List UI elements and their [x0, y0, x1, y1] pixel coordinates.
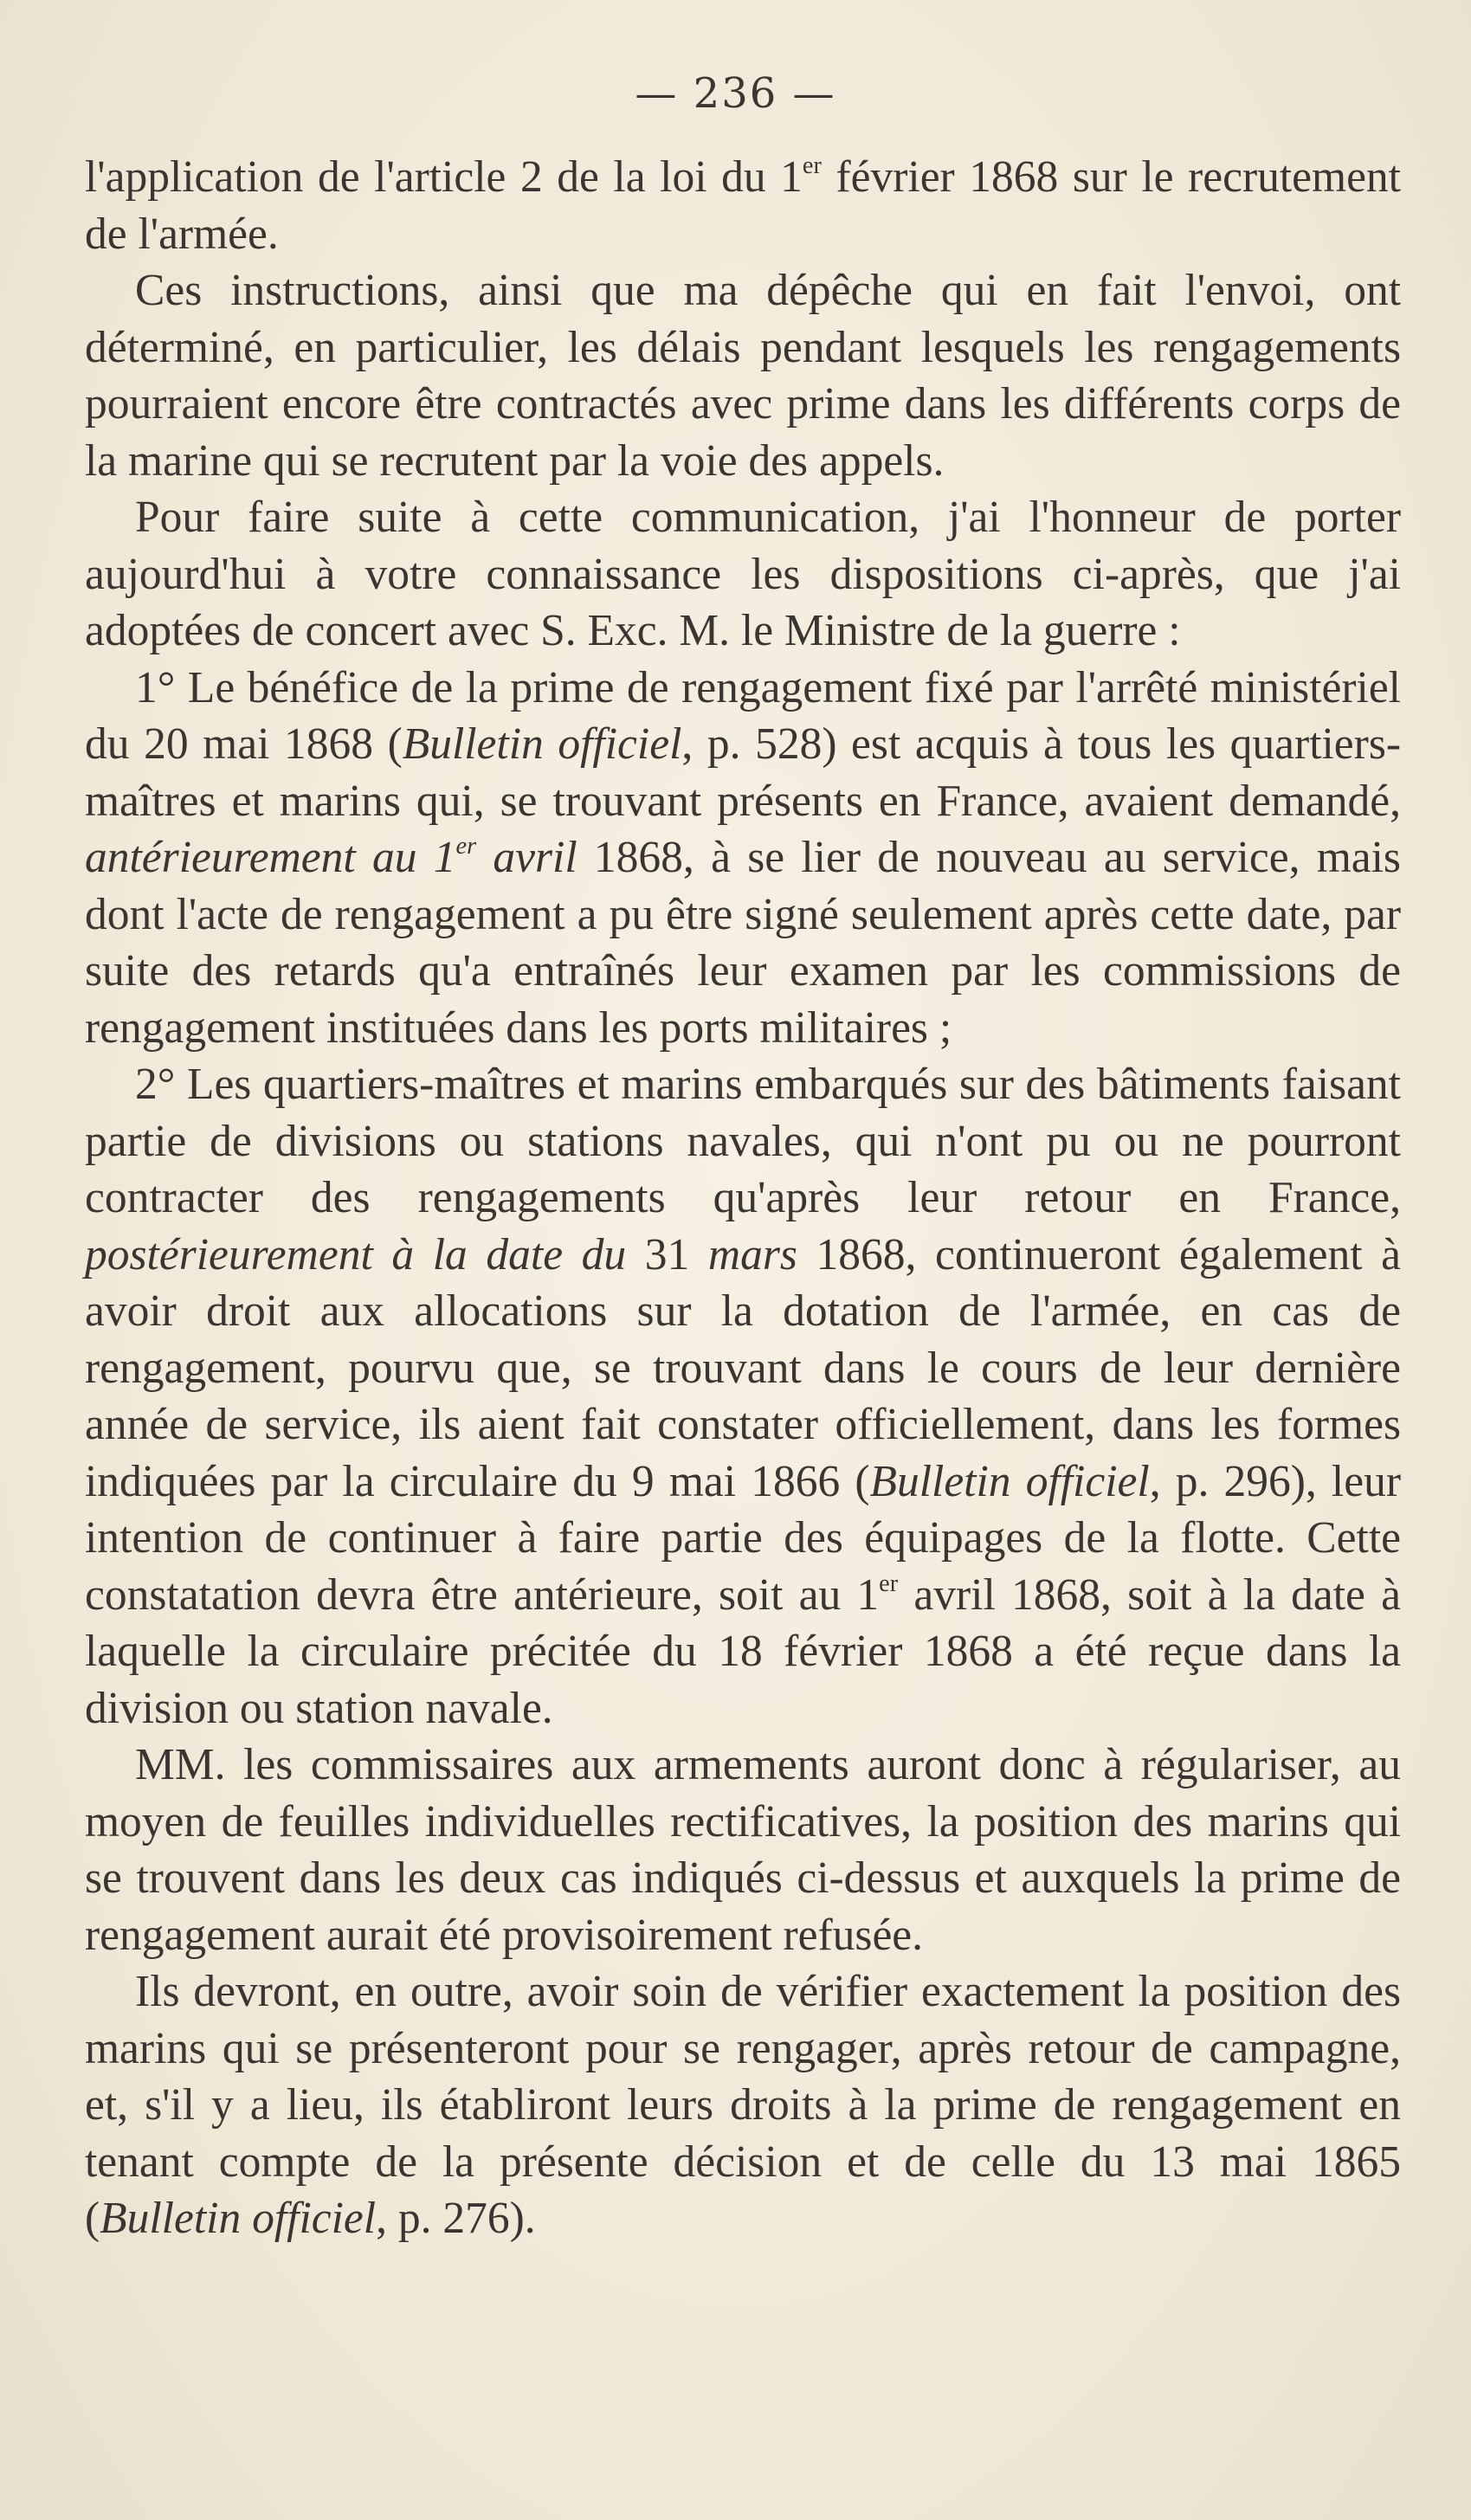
superscript: er — [802, 151, 822, 179]
paragraph-6 — [85, 1737, 1401, 1963]
italic-text: Bulletin officiel — [402, 719, 682, 769]
paragraph-3 — [85, 489, 1401, 660]
superscript: er — [879, 1569, 899, 1597]
italic-text: postérieurement à la date du — [85, 1229, 627, 1279]
text-run: MM. les commissaires aux armements auront donc à régulariser, au moyen de feuilles individuelles rectificatives, la position des marins qui se trouvent dans les deux cas indiqués ci-dessus et auxquels la prime de rengagement aurait été provisoirement refusée. — [85, 1740, 1401, 1960]
text-run: 2° Les quartiers-maîtres et marins embarqués sur des bâtiments faisant partie de divisions ou stations navales, qui n'ont pu ou ne pourront contracter des rengagements qu'après leur retour en France, — [85, 1060, 1401, 1222]
body-text — [85, 149, 1401, 2247]
text-run: 1868, continueront également à avoir droit aux allocations sur la dotation de l'armée, en cas de rengagement, pourvu que, se trouvant dans le cours de leur dernière année de service, ils aient fait constater officiellement, dans les formes indiquées par la circulaire du 9 mai 1866 ( — [85, 1229, 1401, 1506]
italic-text: mars — [707, 1229, 797, 1279]
text-run: 1° Le bénéfice de la prime de rengagement fixé par l'arrêté ministériel du 20 mai 1868 ( — [85, 662, 1401, 769]
italic-text: avril — [476, 833, 577, 882]
paragraph-7 — [85, 1963, 1401, 2247]
italic-text: Bulletin officiel — [100, 2194, 377, 2243]
text-run: 31 — [626, 1229, 708, 1279]
text-run: , p. 528) est acquis à tous les quartiers-maîtres et marins qui, se trouvant présents en France, avaient demandé, — [85, 719, 1402, 826]
paragraph-5 — [85, 1056, 1401, 1737]
text-run: Pour faire suite à cette communication, j'ai l'honneur de porter aujourd'hui à votre connaissance les dispositions ci-après, que j'ai adoptées de concert avec S. Exc. M. le Ministre de la guerre : — [85, 493, 1401, 655]
text-run: l'application de l'article 2 de la loi du 1 — [85, 152, 803, 202]
italic-text: antérieurement au 1 — [85, 833, 456, 882]
page-number: — 236 — — [635, 69, 836, 118]
text-run: Ils devront, en outre, avoir soin de vérifier exactement la position des marins qui se présenteront pour se rengager, après retour de campagne, et, s'il y a lieu, ils établiront leurs droits à la prime de rengagement en tenant compte de la présente décision et de celle du 13 mai 1865 ( — [85, 1967, 1401, 2243]
text-run: avril 1868, soit à la date à laquelle la circulaire précitée du 18 février 1868 a été reçue dans la division ou station navale. — [85, 1569, 1401, 1733]
italic-text: Bulletin officiel — [869, 1456, 1150, 1506]
text-run: février 1868 sur le recrutement de l'armée. — [85, 152, 1401, 259]
text-run: , p. 276). — [376, 2194, 536, 2243]
paragraph-4 — [85, 660, 1401, 1057]
text-run: , p. 296), leur intention de continuer à faire partie des équipages de la flotte. Cette constatation devra être antérieure, soit au 1 — [85, 1456, 1401, 1620]
superscript: er — [455, 832, 477, 860]
text-run: 1868, à se lier de nouveau au service, mais dont l'acte de rengagement a pu être signé seulement après cette date, par suite des retards qu'a entraînés leur examen par les commissions de rengagement instituées dans les ports militaires ; — [85, 833, 1401, 1053]
text-run: Ces instructions, ainsi que ma dépêche qui en fait l'envoi, ont déterminé, en particulier, les délais pendant lesquels les rengagements pourraient encore être contractés avec prime dans les différents corps de la marine qui se recrutent par la voie des appels. — [85, 266, 1401, 486]
paragraph-2 — [85, 262, 1401, 489]
paragraph-1 — [85, 149, 1401, 262]
